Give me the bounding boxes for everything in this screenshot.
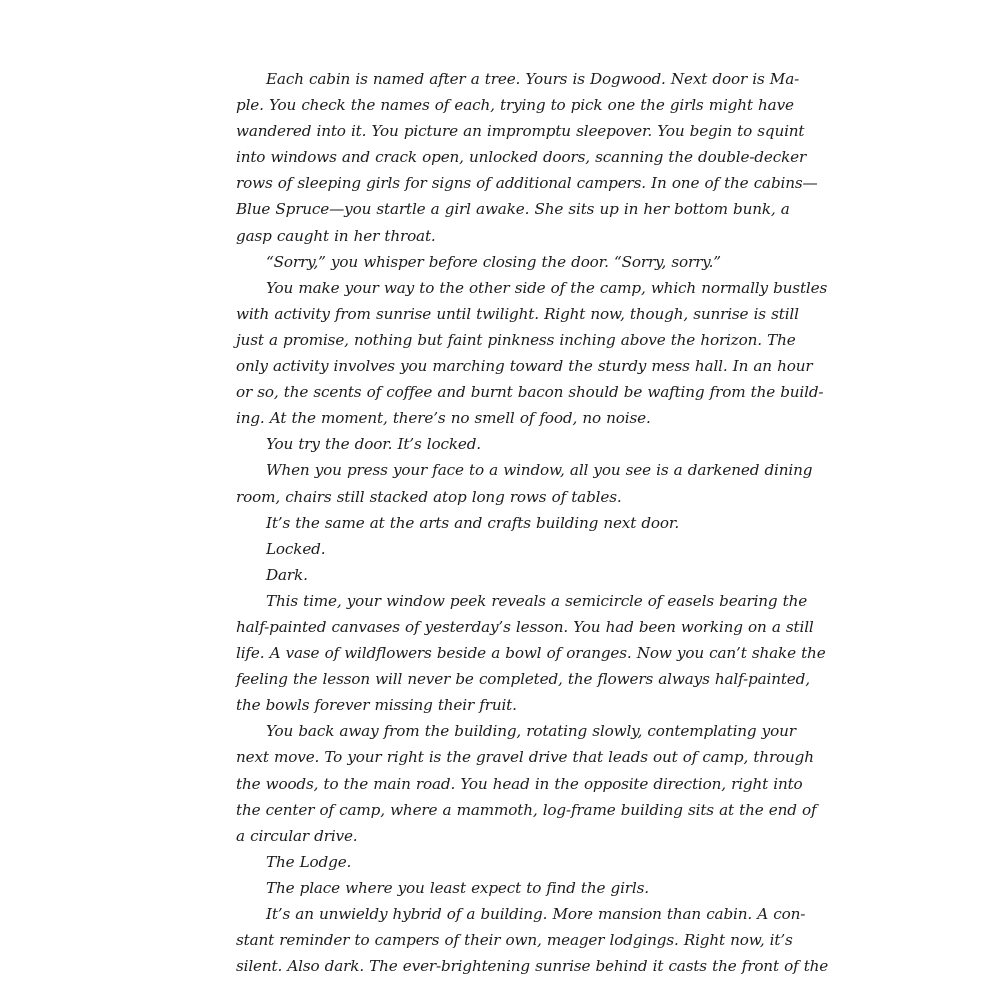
text-line: stant reminder to campers of their own, meager lodgings. Right now, it’s xyxy=(236,931,793,950)
text-line: the bowls forever missing their fruit. xyxy=(236,696,517,715)
text-line: You back away from the building, rotating slowly, contemplating your xyxy=(266,722,796,741)
text-line: Locked. xyxy=(266,539,326,558)
text-line: You make your way to the other side of the camp, which normally bustles xyxy=(266,278,828,297)
text-line: This time, your window peek reveals a semicircle of easels bearing the xyxy=(266,591,808,610)
text-line: with activity from sunrise until twilight. Right now, though, sunrise is still xyxy=(236,304,799,323)
text-line: the woods, to the main road. You head in the opposite direction, right into xyxy=(236,774,803,793)
text-line: It’s the same at the arts and crafts building next door. xyxy=(266,513,680,532)
text-line: Blue Spruce—you startle a girl awake. She sits up in her bottom bunk, a xyxy=(236,200,790,219)
text-line: rows of sleeping girls for signs of additional campers. In one of the cabins— xyxy=(236,174,818,193)
text-line: a circular drive. xyxy=(236,826,358,845)
text-line: feeling the lesson will never be completed, the flowers always half-painted, xyxy=(236,670,810,689)
text-line: into windows and crack open, unlocked doors, scanning the double-decker xyxy=(236,148,807,167)
text-line: life. A vase of wildflowers beside a bowl of oranges. Now you can’t shake the xyxy=(236,644,826,663)
text-line: half-painted canvases of yesterday’s lesson. You had been working on a still xyxy=(236,617,814,636)
text-line: only activity involves you marching toward the sturdy mess hall. In an hour xyxy=(236,357,813,376)
text-line: “Sorry,” you whisper before closing the door. “Sorry, sorry.” xyxy=(266,252,721,271)
text-line: the center of camp, where a mammoth, log-frame building sits at the end of xyxy=(236,800,817,819)
text-line: ple. You check the names of each, trying to pick one the girls might have xyxy=(236,96,794,115)
text-line: gasp caught in her throat. xyxy=(236,226,436,245)
text-line: just a promise, nothing but faint pinkness inching above the horizon. The xyxy=(236,330,796,349)
text-line: silent. Also dark. The ever-brightening sunrise behind it casts the front of the xyxy=(236,957,829,976)
text-line: or so, the scents of coffee and burnt bacon should be wafting from the build- xyxy=(236,383,824,402)
text-line: It’s an unwieldy hybrid of a building. More mansion than cabin. A con- xyxy=(266,905,806,923)
text-line: The place where you least expect to find the girls. xyxy=(266,878,649,897)
text-line: next move. To your right is the gravel drive that leads out of camp, through xyxy=(236,748,814,767)
book-page-text xyxy=(236,66,829,979)
text-line: The Lodge. xyxy=(266,852,352,871)
text-line: Dark. xyxy=(266,565,308,584)
text-line: wandered into it. You picture an impromptu sleepover. You begin to squint xyxy=(236,122,805,141)
text-line: ing. At the moment, there’s no smell of food, no noise. xyxy=(236,409,651,428)
text-line: Each cabin is named after a tree. Yours is Dogwood. Next door is Ma- xyxy=(266,70,800,88)
text-line: You try the door. It’s locked. xyxy=(266,435,481,454)
text-line: When you press your face to a window, all you see is a darkened dining xyxy=(266,461,813,480)
text-line: room, chairs still stacked atop long rows of tables. xyxy=(236,487,622,506)
